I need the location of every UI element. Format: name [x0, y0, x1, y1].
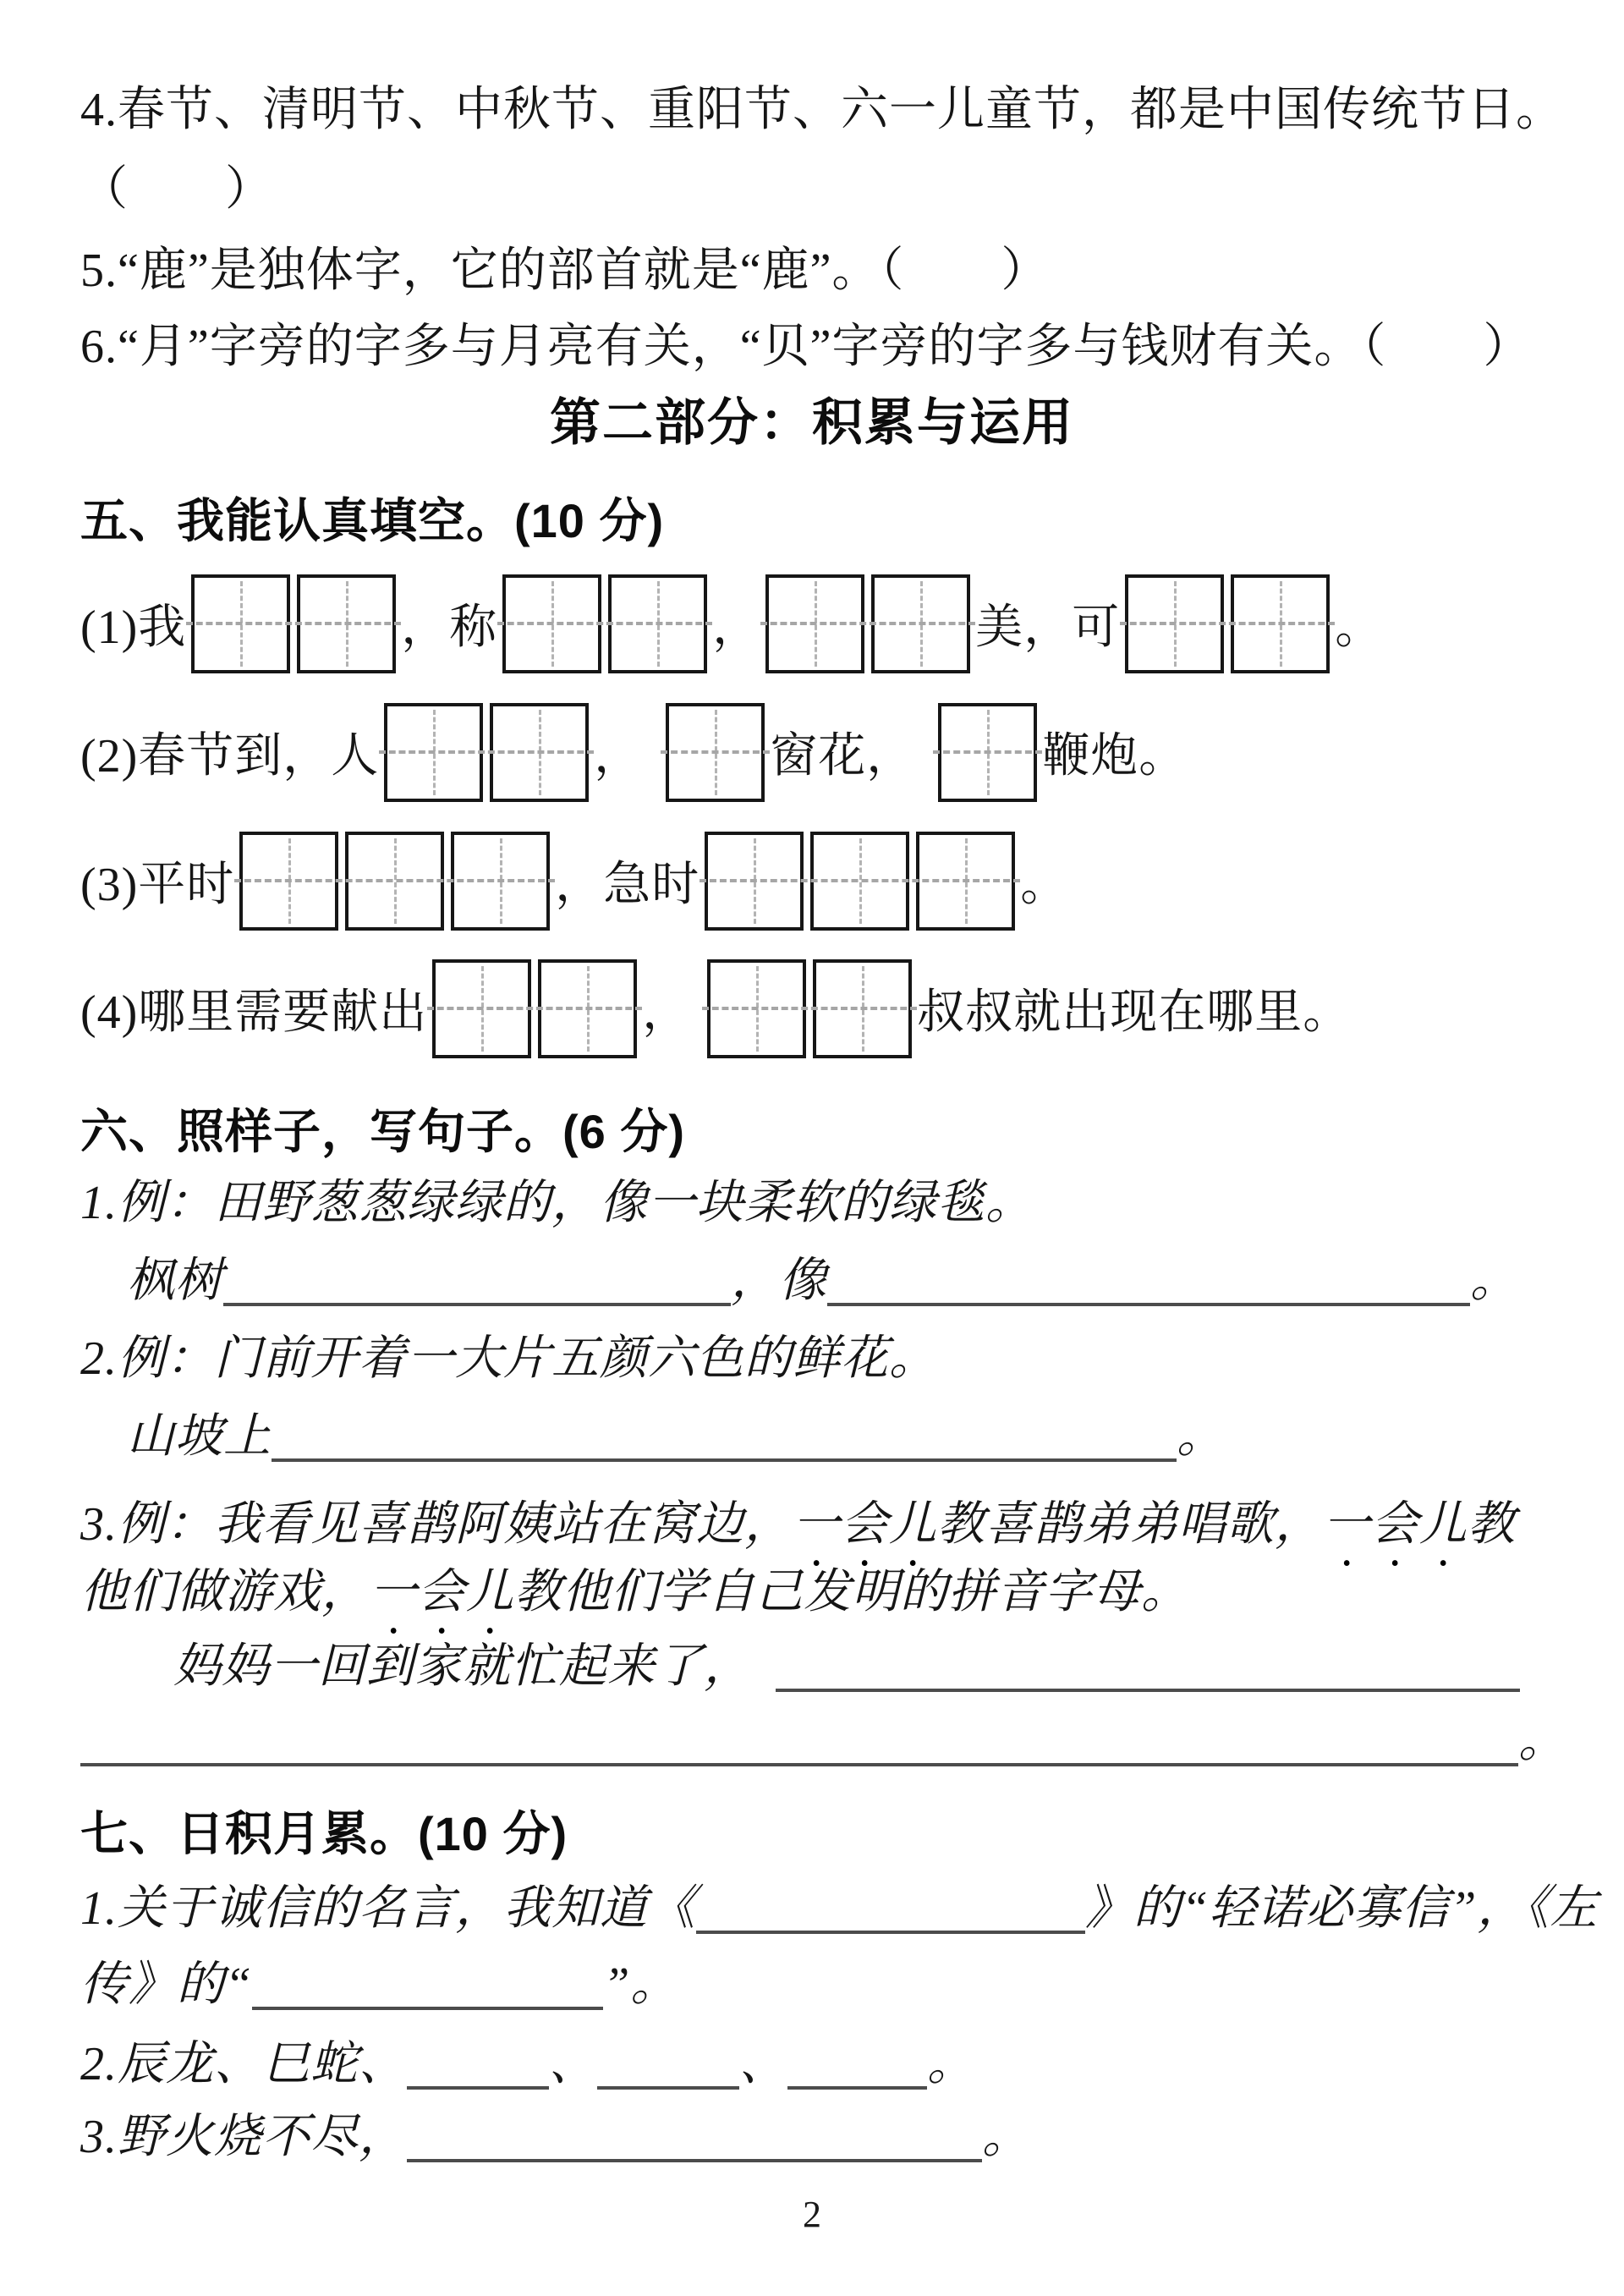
character-grid-box: [916, 832, 1015, 931]
grid-group: [765, 574, 970, 673]
character-grid-box: [451, 832, 550, 931]
judge-item-5: 5.“鹿”是独体字，它的部首就是“鹿”。（ ）: [80, 244, 1050, 297]
q2-answer-lead: 山坡上: [127, 1410, 272, 1463]
q2-separator: 、: [549, 2038, 597, 2090]
q3-example-text: 3.例：我看见喜鹊阿姨站在窝边，: [80, 1498, 793, 1551]
section5-q4-row: [80, 957, 1351, 1060]
character-grid-box: [538, 959, 637, 1058]
page-number: 2: [803, 2194, 821, 2235]
answer-blank: [407, 2078, 549, 2090]
character-grid-box: [297, 574, 396, 673]
character-grid-box: [705, 832, 804, 931]
character-grid-box: [345, 832, 444, 931]
q1-answer-mid: ，像: [731, 1255, 827, 1307]
character-grid-box: [502, 574, 601, 673]
q3-example-text: 他们做游戏，: [80, 1566, 370, 1618]
q4-text-1: (4)哪里需要献出: [80, 986, 428, 1039]
character-grid-box: [384, 703, 483, 802]
character-grid-box: [239, 832, 338, 931]
q1-text-1: (1)我: [80, 601, 187, 654]
q1-text: 1.关于诚信的名言，我知道《: [80, 1882, 696, 1935]
section5-q3-row: [80, 829, 1068, 932]
q1-text-5: 。: [1335, 601, 1384, 654]
character-grid-box: [707, 959, 806, 1058]
q1-text: 》的“轻诺必寡信”，《左: [1085, 1882, 1599, 1935]
q2-text-1: (2)春节到，人: [80, 730, 380, 783]
q2-text-3: 窗花，: [770, 730, 915, 783]
section7-title: 七、日积月累。(10 分): [80, 1807, 568, 1860]
q4-text-2: ，: [642, 986, 691, 1039]
section6-q1-example: 1.例：田野葱葱绿绿的，像一块柔软的绿毯。: [80, 1177, 1034, 1229]
q2-text-4: 鞭炮。: [1042, 730, 1188, 783]
q1-text-2: ，称: [401, 601, 498, 654]
section7-q1-line2: [80, 1958, 678, 2012]
q3-example-text: 教他们学自己发明的拼音字母。: [514, 1566, 1189, 1618]
answer-blank: [597, 2078, 739, 2090]
emphasized-phrase: 一会儿: [1323, 1498, 1468, 1551]
grid-group: [191, 574, 396, 673]
character-grid-box: [1231, 574, 1330, 673]
q2-text-2: ，: [594, 730, 643, 783]
answer-blank: [252, 1998, 603, 2010]
answer-blank: [696, 1922, 1085, 1934]
character-grid-box: [490, 703, 589, 802]
section6-q3-answer-line2: [80, 1714, 1566, 1768]
grid-group: [384, 703, 589, 802]
q1-text-4: 美，可: [975, 601, 1121, 654]
judge-item-6: 6.“月”字旁的字多与月亮有关，“贝”字旁的字多与钱财有关。（ ）: [80, 321, 1532, 373]
q3-answer-lead: 妈妈一回到家就忙起来了，: [173, 1640, 752, 1693]
section7-q3-line: [80, 2110, 1030, 2164]
section6-q2-example: 2.例：门前开着一大片五颜六色的鲜花。: [80, 1332, 937, 1385]
q3-answer-end: 。: [1518, 1715, 1566, 1767]
q3-text-end: 。: [982, 2111, 1030, 2163]
judge-item-4-answer-paren: （ ）: [80, 163, 273, 216]
grid-group: [666, 703, 765, 802]
q3-text: 3.野火烧不尽，: [80, 2111, 407, 2163]
judge-item-4: 4.春节、清明节、中秋节、重阳节、六一儿童节，都是中国传统节日。: [80, 84, 1564, 136]
character-grid-box: [810, 832, 909, 931]
grid-group: [938, 703, 1037, 802]
section7-q1-line1: [80, 1881, 1598, 1936]
answer-blank: [787, 2078, 927, 2090]
q2-separator: 、: [739, 2038, 787, 2090]
character-grid-box: [938, 703, 1037, 802]
character-grid-box: [608, 574, 707, 673]
section6-q1-answer: [127, 1254, 1518, 1308]
character-grid-box: [432, 959, 531, 1058]
character-grid-box: [813, 959, 912, 1058]
answer-blank: [223, 1294, 731, 1306]
q1-answer-end: 。: [1470, 1255, 1518, 1307]
section5-q2-row: [80, 700, 1187, 804]
character-grid-box: [765, 574, 864, 673]
section6-q2-answer: [127, 1409, 1225, 1464]
section6-title: 六、照样子，写句子。(6 分): [80, 1105, 685, 1158]
q2-text-end: 。: [927, 2038, 975, 2090]
q1-text: ”。: [603, 1958, 679, 2011]
grid-group: [705, 832, 1015, 931]
grid-group: [707, 959, 912, 1058]
q3-text-3: 。: [1020, 859, 1069, 911]
answer-blank: [776, 1680, 1520, 1692]
answer-blank: [407, 2150, 982, 2162]
grid-group: [502, 574, 707, 673]
grid-group: [432, 959, 637, 1058]
q2-answer-end: 。: [1177, 1410, 1225, 1463]
q1-answer-lead: 枫树: [127, 1255, 223, 1307]
answer-blank: [80, 1755, 1518, 1766]
answer-blank: [827, 1294, 1470, 1306]
grid-group: [1125, 574, 1330, 673]
q3-example-text: 教: [1468, 1498, 1516, 1551]
character-grid-box: [1125, 574, 1224, 673]
q3-text-1: (3)平时: [80, 859, 235, 911]
q1-text-3: ，: [712, 601, 761, 654]
section5-title: 五、我能认真填空。(10 分): [80, 494, 665, 547]
grid-group: [239, 832, 550, 931]
q2-text: 2.辰龙、巳蛇、: [80, 2038, 407, 2090]
q3-text-2: ，急时: [555, 859, 700, 911]
answer-blank: [272, 1450, 1177, 1462]
section7-q2-line: [80, 2037, 975, 2091]
character-grid-box: [666, 703, 765, 802]
q4-text-3: 叔叔就出现在哪里。: [917, 986, 1352, 1039]
section6-q3-example-line2: [80, 1565, 1189, 1645]
section5-q1-row: [80, 572, 1383, 675]
q1-text: 传》的“: [80, 1958, 253, 2011]
part2-header: 第二部分：积累与运用: [550, 394, 1074, 451]
q3-example-text: 教喜鹊弟弟唱歌，: [937, 1498, 1323, 1551]
section6-q3-answer-line1: [173, 1640, 1520, 1694]
character-grid-box: [871, 574, 970, 673]
emphasized-phrase: 一会儿: [793, 1498, 937, 1551]
character-grid-box: [191, 574, 290, 673]
emphasized-phrase: 一会儿: [370, 1566, 514, 1618]
